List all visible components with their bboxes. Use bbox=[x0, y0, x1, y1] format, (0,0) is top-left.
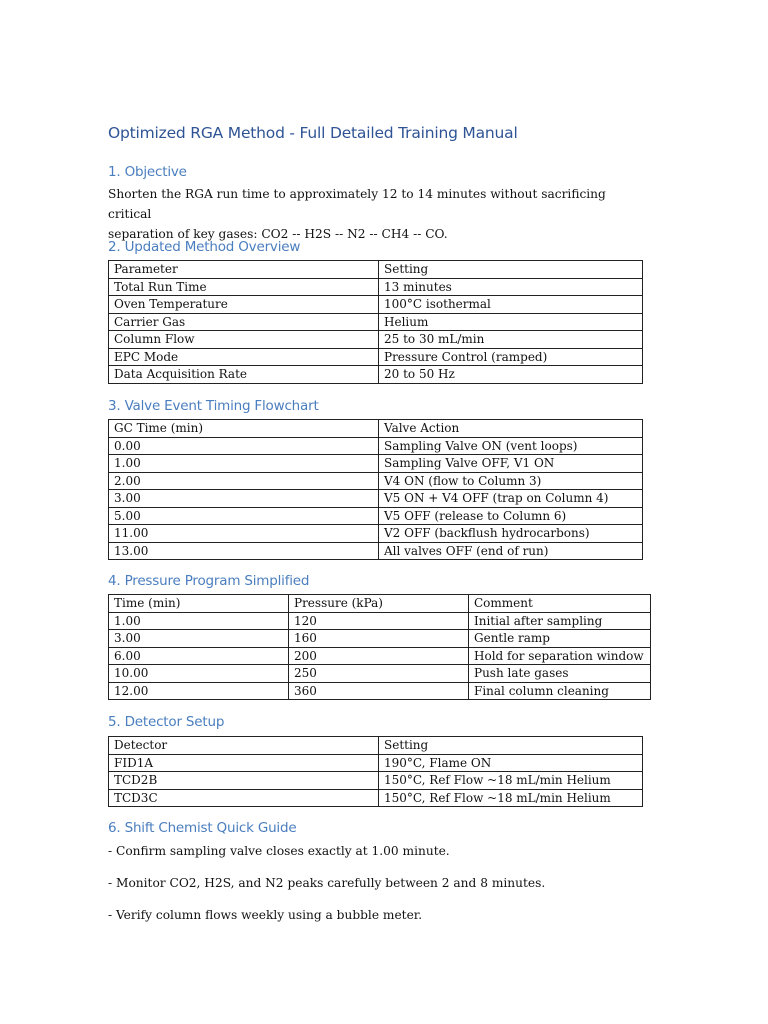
pressure-table bbox=[108, 594, 651, 700]
table-row bbox=[109, 296, 643, 314]
table-cell: 25 to 30 mL/min bbox=[379, 331, 643, 349]
document-title: Optimized RGA Method - Full Detailed Training Manual bbox=[108, 124, 518, 142]
table-cell: EPC Mode bbox=[109, 348, 379, 366]
table-cell: FID1A bbox=[109, 754, 379, 772]
table-cell: 120 bbox=[289, 612, 469, 630]
table-cell: TCD2B bbox=[109, 772, 379, 790]
table-cell: TCD3C bbox=[109, 789, 379, 807]
table-row bbox=[109, 772, 643, 790]
table-row bbox=[109, 455, 643, 473]
table-cell: Pressure (kPa) bbox=[289, 595, 469, 613]
table-row bbox=[109, 665, 651, 683]
table-cell: Oven Temperature bbox=[109, 296, 379, 314]
detector-table bbox=[108, 736, 643, 807]
table-cell: Carrier Gas bbox=[109, 313, 379, 331]
table-cell: 1.00 bbox=[109, 455, 379, 473]
table-cell: 250 bbox=[289, 665, 469, 683]
table-cell: Data Acquisition Rate bbox=[109, 366, 379, 384]
table-cell: Setting bbox=[379, 261, 643, 279]
table-cell: 13.00 bbox=[109, 542, 379, 560]
table-cell: 20 to 50 Hz bbox=[379, 366, 643, 384]
table-cell: Final column cleaning bbox=[469, 682, 651, 700]
table-cell: 200 bbox=[289, 647, 469, 665]
table-cell: GC Time (min) bbox=[109, 420, 379, 438]
table-cell: 11.00 bbox=[109, 525, 379, 543]
table-cell: Initial after sampling bbox=[469, 612, 651, 630]
table-cell: V5 ON + V4 OFF (trap on Column 4) bbox=[379, 490, 643, 508]
table-cell: Detector bbox=[109, 737, 379, 755]
table-cell: Valve Action bbox=[379, 420, 643, 438]
table-row bbox=[109, 437, 643, 455]
table-row bbox=[109, 366, 643, 384]
table-cell: V2 OFF (backflush hydrocarbons) bbox=[379, 525, 643, 543]
table-row bbox=[109, 682, 651, 700]
table-cell: Time (min) bbox=[109, 595, 289, 613]
table-row bbox=[109, 542, 643, 560]
quick-guide-heading: 6. Shift Chemist Quick Guide bbox=[108, 820, 297, 836]
table-row bbox=[109, 595, 651, 613]
valve-timing-table bbox=[108, 419, 643, 560]
table-row bbox=[109, 754, 643, 772]
objective-heading: 1. Objective bbox=[108, 164, 187, 180]
table-cell: 160 bbox=[289, 630, 469, 648]
table-cell: 2.00 bbox=[109, 472, 379, 490]
objective-line-1: Shorten the RGA run time to approximately 12 to 14 minutes without sacrificing critical bbox=[108, 187, 606, 221]
table-cell: 6.00 bbox=[109, 647, 289, 665]
table-cell: 3.00 bbox=[109, 630, 289, 648]
table-cell: 150°C, Ref Flow ~18 mL/min Helium bbox=[379, 789, 643, 807]
table-row bbox=[109, 261, 643, 279]
table-cell: Helium bbox=[379, 313, 643, 331]
list-item: - Verify column flows weekly using a bubble meter. bbox=[108, 908, 423, 922]
list-item: - Confirm sampling valve closes exactly at 1.00 minute. bbox=[108, 844, 450, 858]
overview-table bbox=[108, 260, 643, 384]
table-cell: Sampling Valve OFF, V1 ON bbox=[379, 455, 643, 473]
table-cell: 100°C isothermal bbox=[379, 296, 643, 314]
table-cell: 10.00 bbox=[109, 665, 289, 683]
table-row bbox=[109, 525, 643, 543]
table-cell: Total Run Time bbox=[109, 278, 379, 296]
table-cell: V5 OFF (release to Column 6) bbox=[379, 507, 643, 525]
table-cell: All valves OFF (end of run) bbox=[379, 542, 643, 560]
table-row bbox=[109, 331, 643, 349]
table-row bbox=[109, 789, 643, 807]
list-item: - Monitor CO2, H2S, and N2 peaks carefully between 2 and 8 minutes. bbox=[108, 876, 546, 890]
table-cell: 3.00 bbox=[109, 490, 379, 508]
table-cell: Column Flow bbox=[109, 331, 379, 349]
valve-timing-heading: 3. Valve Event Timing Flowchart bbox=[108, 398, 319, 414]
table-cell: 13 minutes bbox=[379, 278, 643, 296]
table-row bbox=[109, 278, 643, 296]
table-row bbox=[109, 420, 643, 438]
table-cell: Parameter bbox=[109, 261, 379, 279]
table-cell: 150°C, Ref Flow ~18 mL/min Helium bbox=[379, 772, 643, 790]
table-row bbox=[109, 313, 643, 331]
table-row bbox=[109, 647, 651, 665]
detector-heading: 5. Detector Setup bbox=[108, 714, 225, 730]
table-cell: 1.00 bbox=[109, 612, 289, 630]
table-row bbox=[109, 737, 643, 755]
table-row bbox=[109, 630, 651, 648]
table-cell: Gentle ramp bbox=[469, 630, 651, 648]
table-cell: Pressure Control (ramped) bbox=[379, 348, 643, 366]
table-row bbox=[109, 472, 643, 490]
table-cell: Sampling Valve ON (vent loops) bbox=[379, 437, 643, 455]
table-cell: V4 ON (flow to Column 3) bbox=[379, 472, 643, 490]
overview-heading: 2. Updated Method Overview bbox=[108, 239, 301, 255]
table-row bbox=[109, 490, 643, 508]
table-cell: Comment bbox=[469, 595, 651, 613]
table-cell: 0.00 bbox=[109, 437, 379, 455]
table-cell: 5.00 bbox=[109, 507, 379, 525]
table-cell: Hold for separation window bbox=[469, 647, 651, 665]
objective-paragraph bbox=[108, 184, 648, 244]
table-cell: 190°C, Flame ON bbox=[379, 754, 643, 772]
table-cell: 12.00 bbox=[109, 682, 289, 700]
table-row bbox=[109, 507, 643, 525]
table-cell: 360 bbox=[289, 682, 469, 700]
table-row bbox=[109, 612, 651, 630]
table-cell: Push late gases bbox=[469, 665, 651, 683]
table-row bbox=[109, 348, 643, 366]
objective-line-2: separation of key gases: CO2 -- H2S -- N2 -- CH4 -- CO. bbox=[108, 227, 448, 241]
pressure-heading: 4. Pressure Program Simplified bbox=[108, 573, 310, 589]
table-cell: Setting bbox=[379, 737, 643, 755]
